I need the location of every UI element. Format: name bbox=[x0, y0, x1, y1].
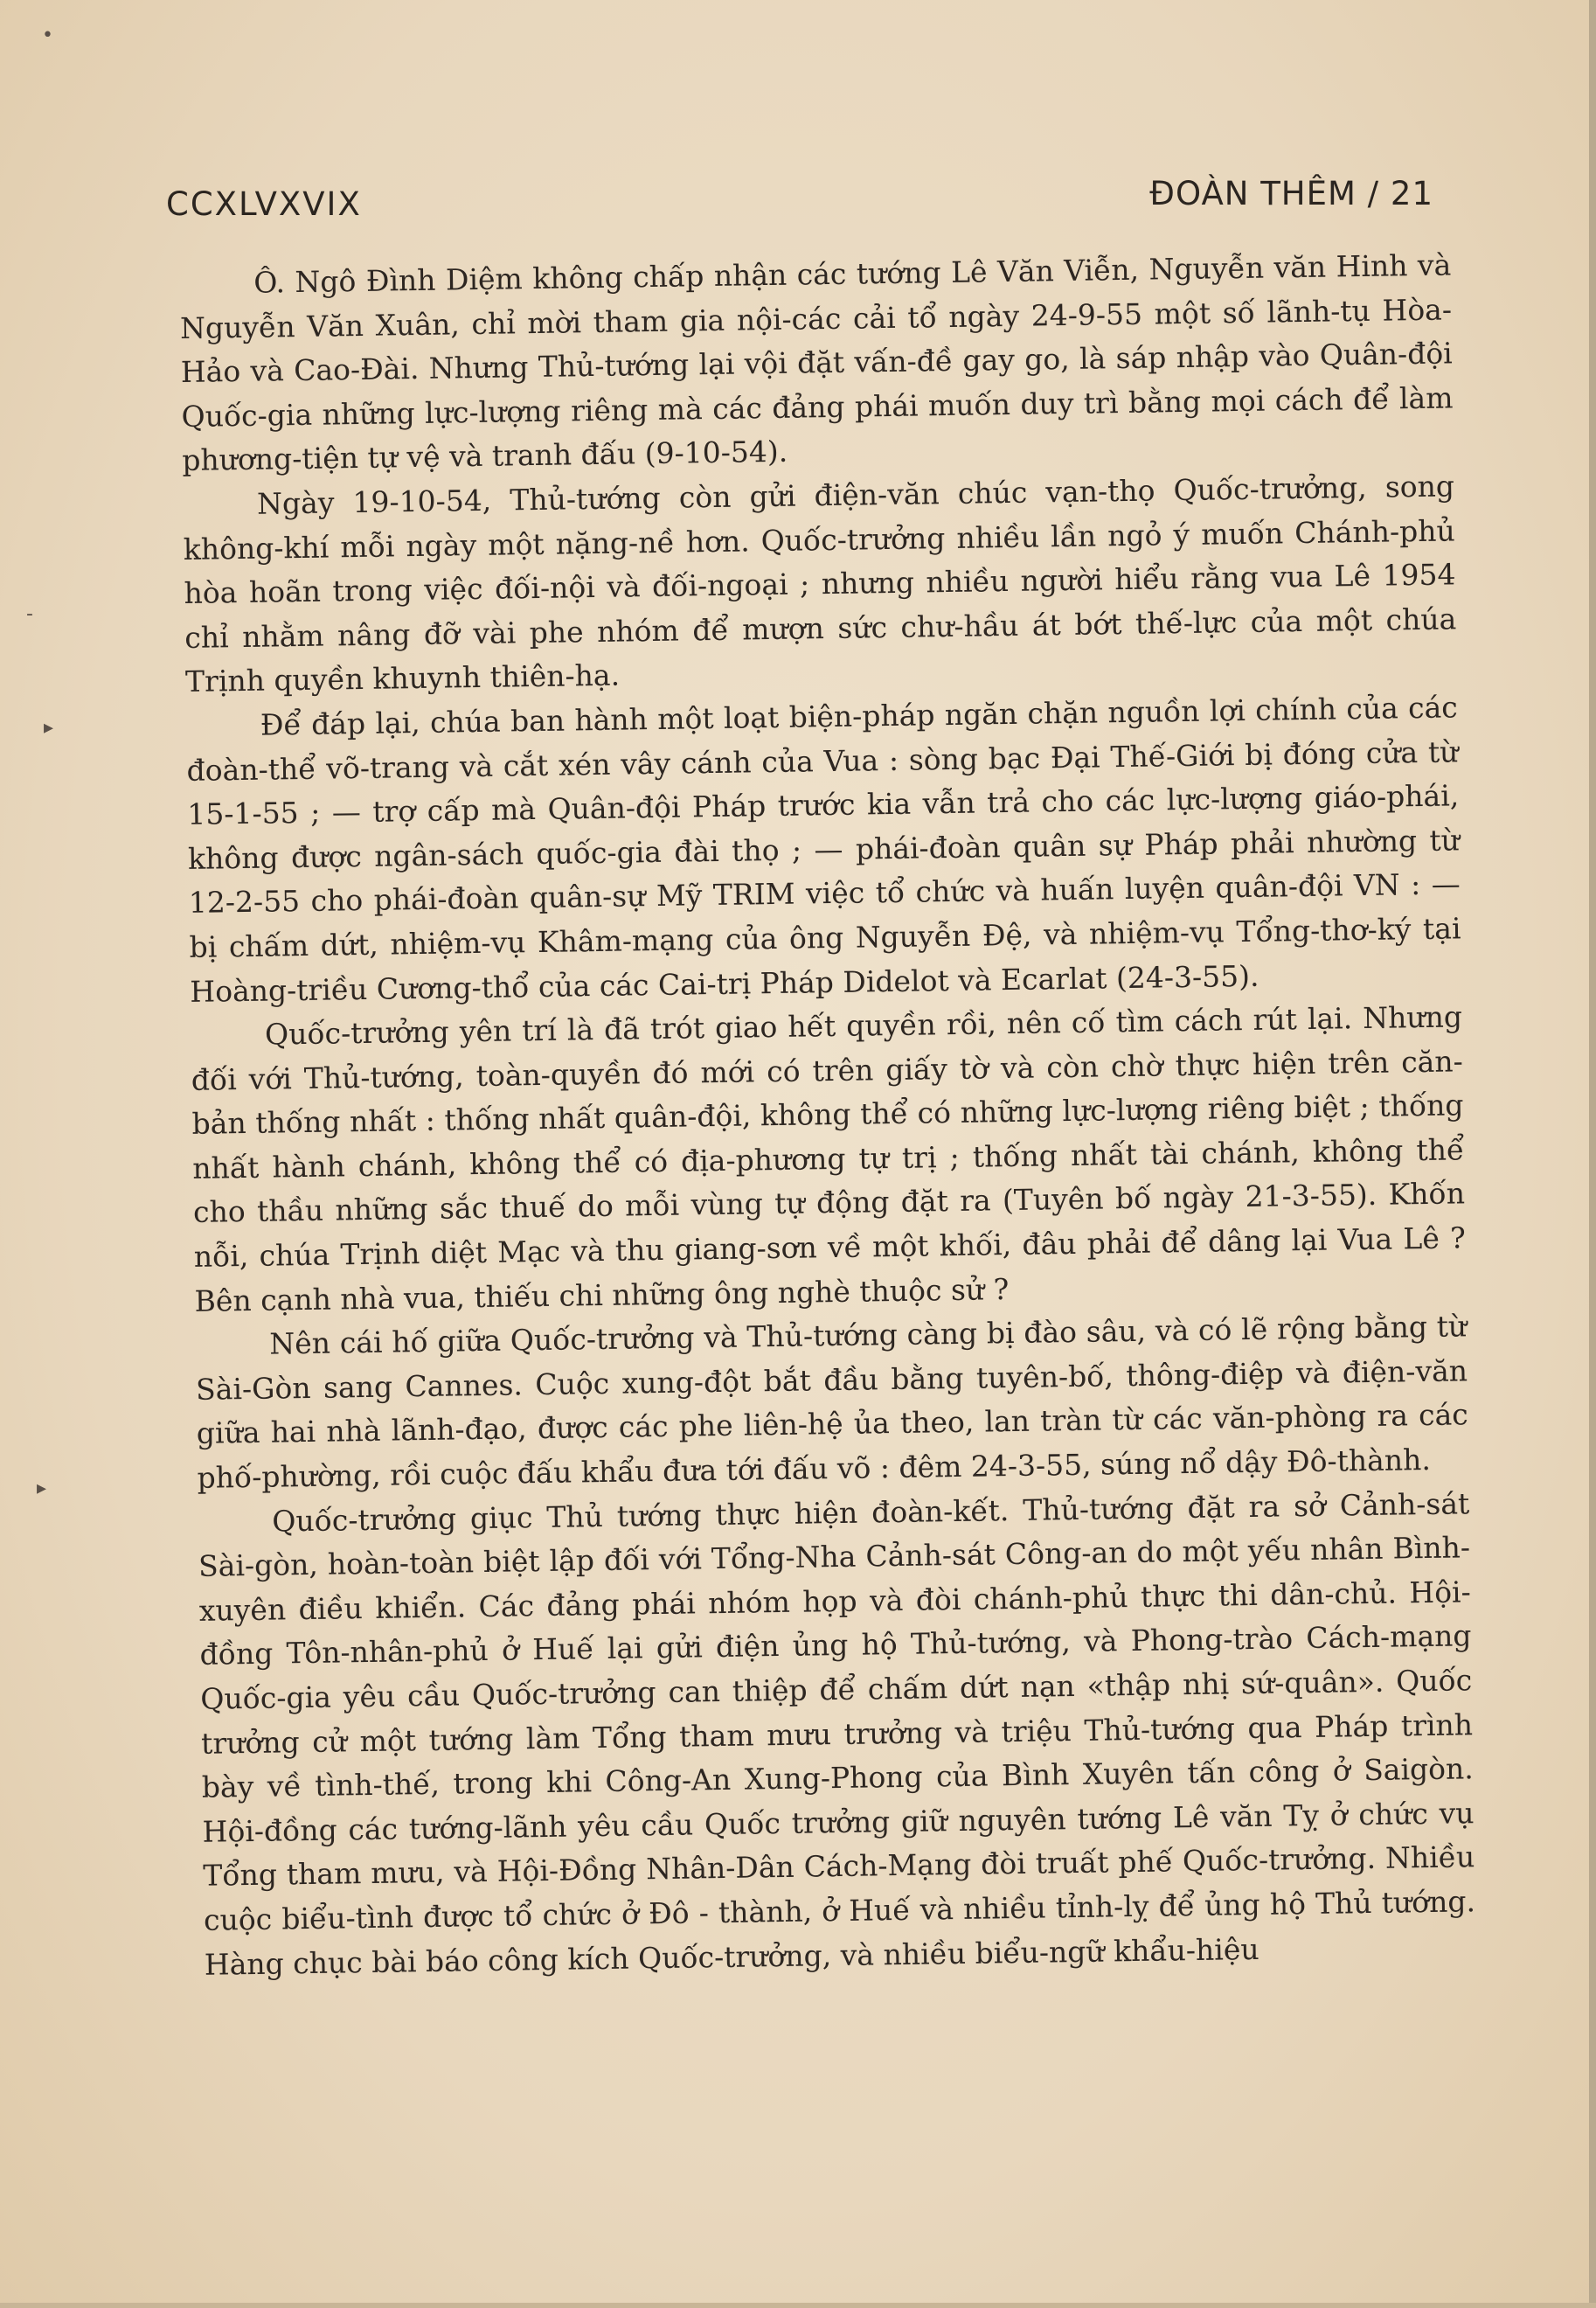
margin-speck: - bbox=[26, 603, 33, 625]
paragraph: Nên cái hố giữa Quốc-trưởng và Thủ-tướng càng bị đào sâu, và có lẽ rộng bằng từ Sài-Gòn sang Cannes. Cuộc xung-đột bắt đầu bằng tuyên-bố, thông-điệp và điện-văn giữa hai nhà lãnh-đạo, được các phe liên-hệ ủa theo, lan tràn từ các văn-phòng ra các phố-phường, rồi cuộc đấu khẩu đưa tới đấu võ : đêm 24-3-55, súng nổ dậy Đô-thành. bbox=[195, 1309, 1469, 1495]
margin-speck: ▸ bbox=[44, 717, 54, 739]
paragraph: Để đáp lại, chúa ban hành một loạt biện-pháp ngăn chặn nguồn lợi chính của các đoàn-thể võ-trang và cắt xén vây cánh của Vua : sòng bạc Đại Thế-Giới bị đóng cửa từ 15-1-55 ; — trợ cấp mà Quân-đội Pháp trước kia vẫn trả cho các lực-lượng giáo-phái, không được ngân-sách quốc-gia đài thọ ; — phái-đoàn quân sự Pháp phải nhường từ 12-2-55 cho phái-đoàn quân-sự Mỹ TRIM việc tổ chức và huấn luyện quân-đội VN : — bị chấm dứt, nhiệm-vụ Khâm-mạng của ông Nguyễn Đệ, và nhiệm-vụ Tổng-thơ-ký tại Hoàng-triều Cương-thổ của các Cai-trị Pháp Didelot và Ecarlat (24-3-55). bbox=[186, 690, 1461, 1009]
page-header-author-page: ĐOÀN THÊM / 21 bbox=[1149, 175, 1433, 212]
margin-speck: • bbox=[42, 24, 53, 46]
paragraph: Quốc-trưởng yên trí là đã trót giao hết quyền rồi, nên cố tìm cách rút lại. Nhưng đối với Thủ-tướng, toàn-quyền đó mới có trên giấy tờ và còn chờ thực hiện trên căn-bản thống nhất : thống nhất quân-đội, không thể có những lực-lượng riêng biệt ; thống nhất hành chánh, không thể có địa-phương tự trị ; thống nhất tài chánh, không thể cho thầu những sắc thuế do mỗi vùng tự động đặt ra (Tuyên bố ngày 21-3-55). Khốn nỗi, chúa Trịnh diệt Mạc và thu giang-sơn về một khối, đâu phải để dâng lại Vua Lê ? Bên cạnh nhà vua, thiếu chi những ông nghè thuộc sử ? bbox=[191, 999, 1467, 1318]
paragraph: Quốc-trưởng giục Thủ tướng thực hiện đoàn-kết. Thủ-tướng đặt ra sở Cảnh-sát Sài-gòn, hoàn-toàn biệt lập đối với Tổng-Nha Cảnh-sát Công-an do một yếu nhân Bình-xuyên điều khiển. Các đảng phái nhóm họp và đòi chánh-phủ thực thi dân-chủ. Hội-đồng Tôn-nhân-phủ ở Huế lại gửi điện ủng hộ Thủ-tướng, và Phong-trào Cách-mạng Quốc-gia yêu cầu Quốc-trưởng can thiệp để chấm dứt nạn «thập nhị sứ-quân». Quốc trưởng cử một tướng làm Tổng tham mưu trưởng và triệu Thủ-tướng qua Pháp trình bày về tình-thế, trong khi Công-An Xung-Phong của Bình Xuyên tấn công ở Saigòn. Hội-đồng các tướng-lãnh yêu cầu Quốc trưởng giữ nguyên tướng Lê văn Tỵ ở chức vụ Tổng tham mưu, và Hội-Đồng Nhân-Dân Cách-Mạng đòi truất phế Quốc-trưởng. Nhiều cuộc biểu-tình được tổ chức ở Đô - thành, ở Huế và nhiều tỉnh-lỵ để ủng hộ Thủ tướng. Hàng chục bài báo công kích Quốc-trưởng, và nhiều biểu-ngữ khẩu-hiệu bbox=[198, 1485, 1476, 1982]
page-edge bbox=[1589, 0, 1596, 2308]
page-header-code: CCXLVXVIX bbox=[166, 185, 362, 223]
page-body-text bbox=[179, 243, 1476, 1987]
page-edge-bottom bbox=[0, 2303, 1596, 2308]
margin-speck: ▸ bbox=[37, 1477, 47, 1499]
paragraph: Ngày 19-10-54, Thủ-tướng còn gửi điện-văn chúc vạn-thọ Quốc-trưởng, song không-khí mỗi ngày một nặng-nề hơn. Quốc-trưởng nhiều lần ngỏ ý muốn Chánh-phủ hòa hoãn trong việc đối-nội và đối-ngoại ; nhưng nhiều người hiểu rằng vua Lê 1954 chỉ nhằm nâng đỡ vài phe nhóm để mượn sức chư-hầu át bớt thế-lực của một chúa Trịnh quyền khuynh thiên-hạ. bbox=[183, 469, 1457, 699]
paragraph: Ô. Ngô Đình Diệm không chấp nhận các tướng Lê Văn Viễn, Nguyễn văn Hinh và Nguyễn Văn Xuân, chỉ mời tham gia nội-các cải tổ ngày 24-9-55 một số lãnh-tụ Hòa-Hảo và Cao-Đài. Nhưng Thủ-tướng lại vội đặt vấn-đề gay go, là sáp nhập vào Quân-đội Quốc-gia những lực-lượng riêng mà các đảng phái muốn duy trì bằng mọi cách để làm phương-tiện tự vệ và tranh đấu (9-10-54). bbox=[179, 247, 1454, 478]
